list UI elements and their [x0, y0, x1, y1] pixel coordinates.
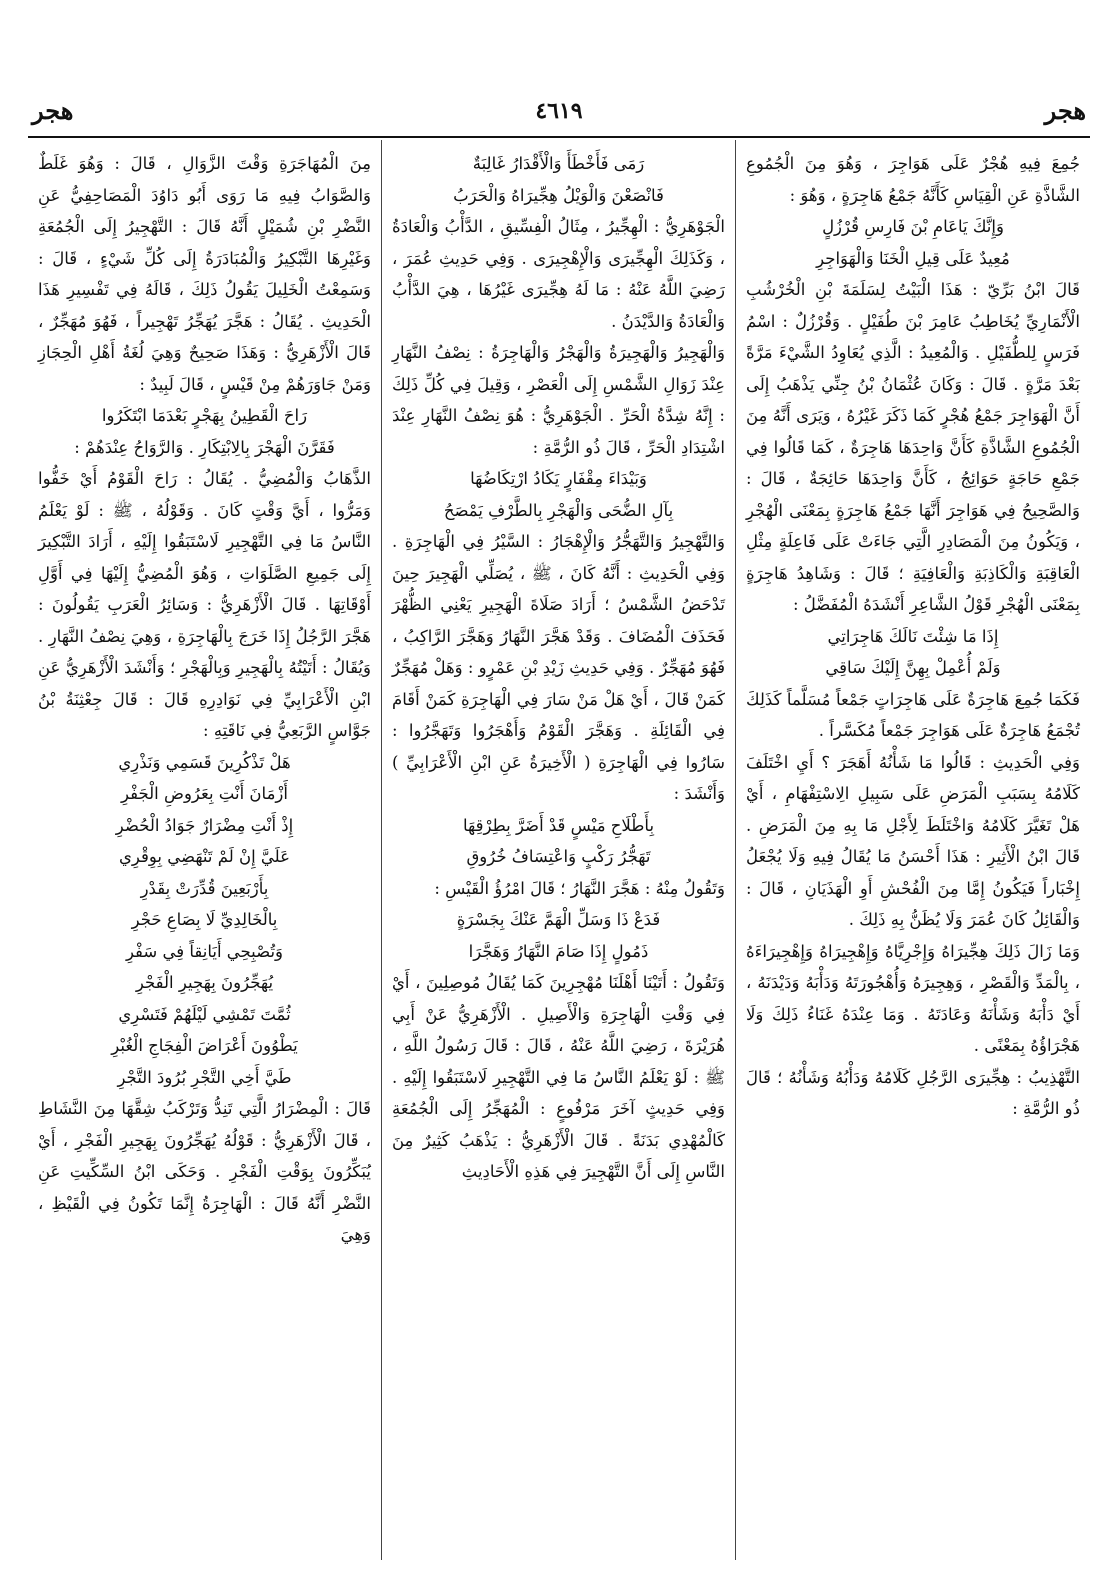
paragraph: وَتَقُولُ : أَتَيْنَا أَهْلَنَا مُهْجِرِينَ كَمَا يُقَالُ مُوصِلِينَ ، أَيْ فِي وَقْتِ الْهَاجِرَةِ وَالْأَصِيلِ . الْأَزْهَرِيُّ عَنْ أَبِي هُرَيْرَةَ ، رَضِيَ اللَّهُ عَنْهُ ، قَالَ : قَالَ رَسُولُ اللَّهِ ، ﷺ : لَوْ يَعْلَمُ النَّاسُ مَا فِي التَّهْجِيرِ لَاسْتَبَقُوا إِلَيْهِ . وَفِي حَدِيثٍ آخَرَ مَرْفُوعٍ : الْمُهَجِّرُ إِلَى الْجُمُعَةِ كَالْمُهْدِي بَدَنَةً . قَالَ الْأَزْهَرِيُّ : يَذْهَبُ كَثِيرٌ مِنَ النَّاسِ إِلَى أَنَّ التَّهْجِيرَ فِي هَذِهِ الْأَحَادِيثِ — [392, 973, 725, 1181]
verse-line: وَلَمْ أُعْمِلْ بِهِنَّ إِلَيْكَ سَاقِي — [825, 658, 1001, 677]
column-middle — [382, 140, 736, 1560]
page-number: ٤٦١٩ — [535, 98, 583, 124]
verse-line: فَدَعْ ذَا وَسَلِّ الْهَمَّ عَنْكَ بِجَسْرَةٍ — [456, 910, 661, 929]
verse-line: أَزْمَانَ أَنْتِ بِعَرُوضِ الْجَفْرِ — [121, 784, 288, 803]
verse-line: بِآلِ الضُّحَى وَالْهَجْرِ بِالطَّرْفِ يَمْصَحُ — [443, 500, 674, 520]
page-header — [28, 92, 1090, 138]
column-left — [28, 140, 382, 1560]
paragraph: قَالَ : الْمِضْرَارُ الَّتِي تَنِدُّ وَتَرْكَبُ شِقَّهَا مِنَ النَّشَاطِ ، قَالَ الْأَزْهَرِيُّ : قَوْلُهُ يُهَجِّرُونَ بِهَجِيرِ الْفَجْرِ ، أَيْ يُبَكِّرُونَ بِوَقْتِ الْفَجْرِ . وَحَكَى ابْنُ السِّكِّيتِ عَنِ النَّضْرِ أَنَّهُ قَالَ : الْهَاجِرَةُ إِنَّمَا تَكُونُ فِي الْقَيْظِ ، وَهِيَ — [38, 1099, 371, 1244]
headword-right: هجر — [1044, 96, 1086, 125]
headword-left: هجر — [32, 96, 74, 125]
paragraph: وَتَقُولُ مِنْهُ : هَجَّرَ النَّهَارُ ؛ قَالَ امْرُؤُ الْقَيْسِ : — [434, 878, 725, 898]
paragraph: فَكَمَا جُمِعَ هَاجِرَةٌ عَلَى هَاجِرَاتٍ جَمْعاً مُسَلَّماً كَذَلِكَ تُجْمَعُ هَاجِرَةٌ عَلَى هَوَاجِرَ جَمْعاً مُكَسَّراً . — [746, 689, 1080, 740]
verse-line: فَقَرَّنَ الْهَجْرَ بِالِابْتِكَارِ . وَالرَّوَاحُ عِنْدَهُمْ : — [74, 437, 335, 457]
column-right — [736, 140, 1090, 1560]
paragraph: الْجَوْهَرِيُّ : الْهِجِّيرُ ، مِثَالُ الْفِسِّيقِ ، الدَّأْبُ وَالْعَادَةُ ، وَكَذَلِكَ الْهِجِّيرَى وَالْإِهْجِيرَى . وَفِي حَدِيثِ عُمَرَ ، رَضِيَ اللَّهُ عَنْهُ : مَا لَهُ هِجِّيرَى غَيْرُهَا ، هِيَ الدَّأْبُ وَالْعَادَةُ وَالدَّيْدَنُ . — [392, 217, 725, 331]
verse-line: إِذَا مَا شِئْتَ نَالَكَ هَاجِرَاتِي — [827, 626, 999, 646]
verse-line: بِالْخَالِدِيِّ لَا بِصَاعِ حَجْرِ — [131, 910, 278, 929]
paragraph: وَفِي الْحَدِيثِ : قَالُوا مَا شَأْنُهُ أَهَجَرَ ؟ أَيِ اخْتَلَفَ كَلَامُهُ بِسَبَبِ الْمَرَضِ عَلَى سَبِيلِ الِاسْتِفْهَامِ ، أَيْ هَلْ تَغَيَّرَ كَلَامُهُ وَاخْتَلَطَ لِأَجْلِ مَا بِهِ مِنَ الْمَرَضِ . قَالَ ابْنُ الْأَثِيرِ : هَذَا أَحْسَنُ مَا يُقَالُ فِيهِ وَلَا يُجْعَلُ إِخْبَاراً فَيَكُونُ إِمَّا مِنَ الْفُحْشِ أَوِ الْهَذَيَانِ ، قَالَ : وَالْقَائِلُ كَانَ عُمَرَ وَلَا يُظَنُّ بِهِ ذَلِكَ . — [746, 752, 1080, 929]
verse-line: يَطْوُونَ أَعْرَاضَ الْفِجَاجِ الْغُبْرِ — [111, 1036, 298, 1055]
verse-line: وَإِنَّكَ يَاعَامِ بْنَ فَارِسِ قُرْزُلٍ — [822, 217, 1004, 236]
page-columns — [28, 140, 1090, 1560]
verse-line: طَيَّ أَخِي التَّجْرِ بُرُودَ التَّجْرِ — [117, 1067, 292, 1087]
verse-line: بِأَرْبَعِينَ قُدِّرَتْ بِقَدْرِ — [140, 878, 269, 898]
verse-line: وَبَيْدَاءَ مِقْفَارٍ يَكَادُ ارْتِكَاضُهَا — [470, 469, 647, 488]
paragraph: جُمِعَ فِيهِ هُجْرٌ عَلَى هَوَاجِرَ ، وَهُوَ مِنَ الْجُمُوعِ الشَّاذَّةِ عَنِ الْقِيَاسِ كَأَنَّهُ جَمْعُ هَاجِرَةٍ ، وَهُوَ : — [746, 154, 1080, 205]
verse-line: ذَمُولٍ إِذَا صَامَ النَّهَارُ وَهَجَّرَا — [468, 941, 649, 961]
paragraph: مِنَ الْمُهَاجَرَةِ وَقْتَ الزَّوَالِ ، قَالَ : وَهُوَ غَلَطٌ وَالصَّوَابُ فِيهِ مَا رَوَى أَبُو دَاوُدَ الْمَصَاحِفِيُّ عَنِ النَّضْرِ بْنِ شُمَيْلٍ أَنَّهُ قَالَ : التَّهْجِيرُ إِلَى الْجُمُعَةِ وَغَيْرِهَا التَّبْكِيرُ وَالْمُبَادَرَةُ إِلَى كُلِّ شَيْءٍ ، قَالَ : وَسَمِعْتُ الْخَلِيلَ يَقُولُ ذَلِكَ ، قَالَهُ فِي تَفْسِيرِ هَذَا الْحَدِيثِ . يُقَالُ : هَجَّرَ يُهَجِّرُ تَهْجِيراً ، فَهُوَ مُهَجِّرٌ ، قَالَ الْأَزْهَرِيُّ : وَهَذَا صَحِيحٌ وَهِيَ لُغَةُ أَهْلِ الْحِجَازِ وَمَنْ جَاوَرَهُمْ مِنْ قَيْسٍ ، قَالَ لَبِيدٌ : — [38, 154, 371, 394]
paragraph: وَالْهَجِيرُ وَالْهَجِيرَةُ وَالْهَجْرُ وَالْهَاجِرَةُ : نِصْفُ النَّهَارِ عِنْدَ زَوَالِ الشَّمْسِ إِلَى الْعَصْرِ ، وَقِيلَ فِي كُلِّ ذَلِكَ : إِنَّهُ شِدَّةُ الْحَرِّ . الْجَوْهَرِيُّ : هُوَ نِصْفُ النَّهَارِ عِنْدَ اشْتِدَادِ الْحَرِّ ، قَالَ ذُو الرُّمَّةِ : — [392, 343, 725, 457]
paragraph: وَالتَّهْجِيرُ وَالتَّهَجُّرُ وَالْإِهْجَارُ : السَّيْرُ فِي الْهَاجِرَةِ . وَفِي الْحَدِيثِ : أَنَّهُ كَانَ ، ﷺ ، يُصَلِّي الْهَجِيرَ حِينَ تَدْحَضُ الشَّمْسُ ؛ أَرَادَ صَلَاةَ الْهَجِيرِ يَعْنِي الظُّهْرَ فَحَذَفَ الْمُضَافَ . وَقَدْ هَجَّرَ النَّهَارُ وَهَجَّرَ الرَّاكِبُ ، فَهُوَ مُهَجِّرٌ . وَفِي حَدِيثِ زَيْدِ بْنِ عَمْرٍو : وَهَلْ مُهَجِّرٌ كَمَنْ قَالَ ، أَيْ هَلْ مَنْ سَارَ فِي الْهَاجِرَةِ كَمَنْ أَقَامَ فِي الْقَائِلَةِ . وَهَجَّرَ الْقَوْمُ وَأَهْجَرُوا وَتَهَجَّرُوا : سَارُوا فِي الْهَاجِرَةِ ( الْأَخِيرَةُ عَنِ ابْنِ الْأَعْرَابِيِّ ) وَأَنْشَدَ : — [392, 532, 725, 803]
verse-line: بِأَطْلَاحِ مَيْسٍ قَدْ أَضَرَّ بِطِرْقِهَا — [462, 815, 655, 835]
paragraph: التَّهْذِيبُ : هِجِّيرَى الرَّجُلِ كَلَامُهُ وَدَأْبُهُ وَشَأْنُهُ ؛ قَالَ ذُو الرُّمَّةِ : — [746, 1067, 1080, 1118]
verse-line: رَاحَ الْقَطِينُ بِهَجْرٍ بَعْدَمَا ابْتَكَرُوا — [101, 406, 308, 425]
paragraph: الذَّهَابُ وَالْمُضِيُّ . يُقَالُ : رَاحَ الْقَوْمُ أَيْ خَفُّوا وَمَرُّوا ، أَيَّ وَقْتٍ كَانَ . وَقَوْلُهُ ، ﷺ : لَوْ يَعْلَمُ النَّاسُ مَا فِي التَّهْجِيرِ لَاسْتَبَقُوا إِلَيْهِ ، أَرَادَ التَّبْكِيرَ إِلَى جَمِيعِ الصَّلَوَاتِ ، وَهُوَ الْمُضِيُّ إِلَيْهَا فِي أَوَّلِ أَوْقَاتِهَا . قَالَ الْأَزْهَرِيُّ : وَسَائِرُ الْعَرَبِ يَقُولُونَ : هَجَّرَ الرَّجُلُ إِذَا خَرَجَ بِالْهَاجِرَةِ ، وَهِيَ نِصْفُ النَّهَارِ . وَيُقَالُ : أَتَيْتُهُ بِالْهَجِيرِ وَبِالْهَجْرِ ؛ وَأَنْشَدَ الْأَزْهَرِيُّ عَنِ ابْنِ الْأَعْرَابِيِّ فِي نَوَادِرِهِ قَالَ : قَالَ جِعْثِنَةُ بْنُ جَوَّاسٍ الرَّبَعِيُّ فِي نَاقَتِهِ : — [38, 469, 371, 740]
paragraph: قَالَ ابْنُ بَرِّيّ : هَذَا الْبَيْتُ لِسَلَمَةَ بْنِ الْخُرْشُبِ الْأَنْمَارِيِّ يُخَاطِبُ عَامِرَ بْنَ طُفَيْلٍ . وَقُرْزُلٌ : اسْمُ فَرَسٍ لِلطُّفَيْلِ . وَالْمُعِيدُ : الَّذِي يُعَاوِدُ الشَّيْءَ مَرَّةً بَعْدَ مَرَّةٍ . قَالَ : وَكَانَ عُثْمَانُ بْنُ جِنِّي يَذْهَبُ إِلَى أَنَّ الْهَوَاجِرَ جَمْعُ هُجْرٍ كَمَا ذَكَرَ غَيْرُهُ ، وَيَرَى أَنَّهُ مِنَ الْجُمُوعِ الشَّاذَّةِ كَأَنَّ وَاحِدَهَا هَاجِرَةٌ ، كَمَا قَالُوا فِي جَمْعِ حَاجَةٍ حَوَائِجُ ، كَأَنَّ وَاحِدَهَا حَائِجَةٌ ، قَالَ : وَالصَّحِيحُ فِي هَوَاجِرَ أَنَّهَا جَمْعُ هَاجِرَةٍ بِمَعْنَى الْهُجْرِ ، وَيَكُونُ مِنَ الْمَصَادِرِ الَّتِي جَاءَتْ عَلَى فَاعِلَةٍ مِثْلِ الْعَاقِبَةِ وَالْكَاذِبَةِ وَالْعَافِيَةِ ؛ قَالَ : وَشَاهِدُ هَاجِرَةٍ بِمَعْنَى الْهُجْرِ قَوْلُ الشَّاعِرِ أَنْشَدَهُ الْمُفَضَّلُ : — [746, 280, 1080, 614]
verse-line: رَمَى فَأَخْطَأَ وَالْأَقْدَارُ غَالِبَةٌ — [472, 154, 645, 173]
verse-line: عَلَيَّ إِنْ لَمْ تَنْهَضِي بِوِقْرِي — [118, 847, 290, 866]
verse-line: هَلْ تَذْكُرِينَ قَسَمِي وَنَذْرِي — [118, 752, 291, 772]
verse-line: وَتُصْبِحِي أَيَانِقاً فِي سَفْرِ — [125, 941, 284, 961]
verse-line: تَهَجُّرُ رَكْبٍ وَاعْتِسَافُ خُرُوقِ — [466, 847, 651, 866]
verse-line: فَانْصَعْنَ وَالْوَيْلُ هِجِّيرَاهُ وَالْحَرَبُ — [453, 185, 664, 205]
verse-line: يُهَجِّرُونَ بِهَجِيرِ الْفَجْرِ — [135, 973, 274, 992]
verse-line: ثُمَّتَ تَمْشِي لَيْلَهُمْ فَتَسْرِي — [118, 1004, 291, 1024]
verse-line: إِذْ أَنْتِ مِضْرَارٌ جَوَادُ الْحُضْرِ — [115, 815, 294, 835]
verse-line: مُعِيدٌ عَلَى قِيلِ الْخَنَا وَالْهَوَاجِرِ — [816, 248, 1010, 268]
paragraph: وَمَا زَالَ ذَلِكَ هِجِّيرَاهُ وَإِجْرِيَّاهُ وَإِهْجِيرَاهُ وَإِهْجِيرَاءَهُ ، بِالْمَدِّ وَالْقَصْرِ ، وَهِجِيرَهُ وَأُهْجُورَتَهُ وَدَأْبَهُ وَدَيْدَنَهُ ، أَيْ دَأْبَهُ وَشَأْنَهُ وَعَادَتَهُ . وَمَا عِنْدَهُ غَنَاءُ ذَلِكَ وَلَا هَجْرَاؤُهُ بِمَعْنًى . — [746, 941, 1080, 1055]
